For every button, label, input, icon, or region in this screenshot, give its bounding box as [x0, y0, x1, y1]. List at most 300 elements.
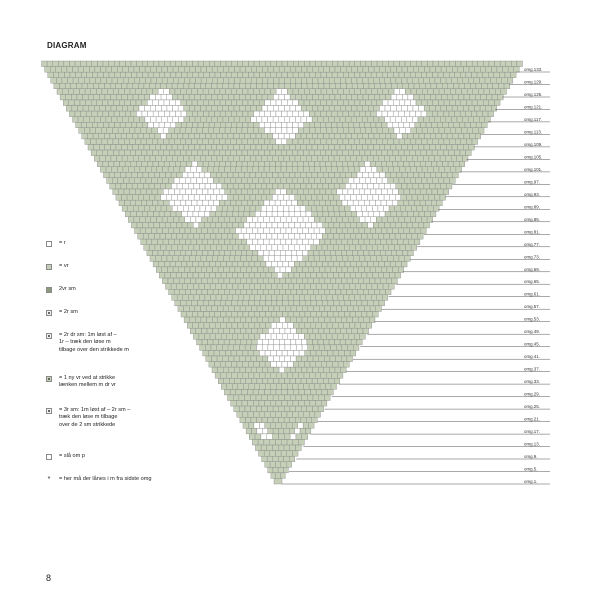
chart-cell [301, 67, 307, 73]
chart-cell [485, 78, 491, 84]
chart-cell [220, 362, 226, 368]
chart-cell [365, 189, 371, 195]
chart-cell [221, 284, 227, 290]
chart-cell [250, 195, 256, 201]
chart-cell [405, 61, 411, 67]
chart-cell [352, 67, 358, 73]
chart-cell [341, 317, 347, 323]
chart-cell [356, 261, 362, 267]
chart-cell [293, 111, 299, 117]
chart-cell [401, 234, 407, 240]
chart-cell [424, 183, 430, 189]
chart-cell [329, 106, 335, 112]
chart-cell [488, 111, 494, 117]
chart-cell [147, 89, 153, 95]
chart-cell [248, 89, 254, 95]
chart-cell [201, 328, 207, 334]
chart-cell [434, 195, 440, 201]
chart-cell [408, 94, 414, 100]
chart-cell [388, 128, 394, 134]
chart-cell [462, 156, 468, 162]
chart-cell [161, 106, 167, 112]
chart-cell [173, 117, 179, 123]
chart-cell [356, 300, 362, 306]
chart-cell [189, 106, 195, 112]
chart-cell [182, 211, 188, 217]
chart-cell [272, 284, 278, 290]
chart-cell [298, 189, 304, 195]
chart-cell [315, 122, 321, 128]
chart-cell [110, 133, 116, 139]
chart-cell [335, 78, 341, 84]
chart-cell [300, 211, 306, 217]
chart-cell [299, 334, 305, 340]
chart-cell [419, 67, 425, 73]
chart-cell [148, 61, 154, 67]
chart-cell [308, 256, 314, 262]
chart-cell [340, 172, 346, 178]
chart-cell [357, 133, 363, 139]
chart-cell [147, 161, 153, 167]
chart-cell [299, 72, 305, 78]
chart-cell [239, 345, 245, 351]
chart-cell [206, 206, 212, 212]
chart-cell [203, 89, 209, 95]
chart-cell [252, 228, 258, 234]
chart-cell [409, 122, 415, 128]
chart-cell [278, 467, 283, 473]
chart-cell [315, 128, 321, 134]
chart-cell [295, 172, 301, 178]
legend-text: = 2r dr sm: 1m løst af – 1r – træk den løse m tilbage over den strikkede m [59, 332, 129, 353]
chart-cell [419, 211, 425, 217]
chart-cell [197, 300, 203, 306]
chart-cell [296, 328, 302, 334]
chart-cell [321, 401, 327, 407]
chart-cell [343, 295, 349, 301]
chart-cell [154, 234, 160, 240]
chart-cell [268, 339, 274, 345]
chart-cell [186, 150, 192, 156]
chart-cell [351, 78, 357, 84]
chart-cell [69, 61, 75, 67]
chart-cell [259, 128, 265, 134]
chart-cell [366, 61, 372, 67]
chart-cell [341, 67, 347, 73]
chart-cell [428, 167, 434, 173]
chart-cell [158, 150, 164, 156]
chart-cell [334, 195, 340, 201]
chart-cell [405, 178, 411, 184]
chart-cell [337, 189, 343, 195]
chart-cell [398, 161, 404, 167]
chart-cell [136, 161, 142, 167]
chart-cell [291, 278, 297, 284]
chart-cell [295, 183, 301, 189]
chart-cell [466, 111, 472, 117]
chart-cell [380, 289, 386, 295]
chart-cell [305, 428, 310, 434]
chart-cell [433, 89, 439, 95]
chart-cell [447, 133, 453, 139]
chart-cell [382, 150, 388, 156]
chart-cell [378, 234, 384, 240]
chart-cell [129, 78, 135, 84]
chart-cell [282, 72, 288, 78]
double-decrease-square-icon [46, 408, 52, 414]
chart-cell [370, 239, 376, 245]
chart-cell [248, 139, 254, 145]
chart-cell [336, 200, 342, 206]
chart-cell [277, 323, 283, 329]
chart-cell [144, 156, 150, 162]
chart-cell [266, 273, 272, 279]
chart-cell [199, 222, 205, 228]
chart-cell [322, 300, 328, 306]
chart-cell [108, 150, 114, 156]
chart-cell [418, 117, 424, 123]
chart-cell [262, 428, 267, 434]
chart-cell [79, 89, 85, 95]
chart-cell [127, 133, 133, 139]
chart-cell [179, 67, 185, 73]
chart-cell [216, 172, 222, 178]
chart-cell [223, 367, 229, 373]
chart-cell [381, 228, 387, 234]
chart-cell [303, 423, 308, 429]
chart-cell [241, 267, 247, 273]
chart-cell [293, 389, 299, 395]
chart-cell [279, 406, 285, 412]
chart-cell [255, 245, 261, 251]
chart-cell [345, 261, 351, 267]
chart-cell [436, 67, 442, 73]
chart-cell [332, 167, 338, 173]
chart-cell [415, 161, 421, 167]
chart-cell [333, 311, 339, 317]
chart-cell [168, 167, 174, 173]
chart-cell [265, 350, 271, 356]
chart-cell [324, 356, 330, 362]
chart-cell [138, 234, 144, 240]
chart-cell [207, 328, 213, 334]
chart-cell [316, 61, 322, 67]
chart-cell [190, 217, 196, 223]
chart-cell [306, 211, 312, 217]
chart-cell [310, 401, 316, 407]
chart-cell [299, 89, 305, 95]
chart-cell [190, 328, 196, 334]
chart-cell [340, 183, 346, 189]
chart-cell [125, 200, 131, 206]
chart-cell [402, 94, 408, 100]
chart-cell [287, 161, 293, 167]
chart-cell [409, 239, 415, 245]
chart-cell [318, 94, 324, 100]
chart-cell [369, 250, 375, 256]
chart-cell [129, 128, 135, 134]
row-label: omg.121. [524, 104, 543, 110]
chart-cell [336, 239, 342, 245]
chart-cell [349, 139, 355, 145]
chart-cell [252, 239, 258, 245]
chart-cell [76, 83, 82, 89]
chart-cell [362, 183, 368, 189]
chart-cell [273, 156, 279, 162]
chart-cell [352, 289, 358, 295]
chart-cell [142, 122, 148, 128]
chart-cell [290, 83, 296, 89]
chart-cell [299, 362, 305, 368]
chart-cell [307, 78, 313, 84]
chart-cell [228, 106, 234, 112]
chart-cell [83, 94, 89, 100]
chart-cell [201, 267, 207, 273]
chart-cell [97, 100, 103, 106]
chart-cell [234, 156, 240, 162]
chart-cell [218, 67, 224, 73]
chart-cell [253, 178, 259, 184]
row-label: omg.113. [524, 129, 542, 135]
chart-cell [287, 401, 293, 407]
chart-cell [365, 111, 371, 117]
chart-cell [272, 245, 278, 251]
chart-cell [216, 334, 222, 340]
chart-cell [268, 78, 274, 84]
chart-cell [205, 345, 211, 351]
chart-cell [374, 211, 380, 217]
chart-cell [157, 167, 163, 173]
chart-cell [60, 94, 66, 100]
chart-cell [347, 239, 353, 245]
chart-cell [307, 133, 313, 139]
chart-cell [283, 211, 289, 217]
chart-cell [378, 273, 384, 279]
chart-cell [168, 217, 174, 223]
chart-cell [303, 189, 309, 195]
chart-cell [362, 144, 368, 150]
chart-cell [209, 61, 215, 67]
chart-cell [363, 250, 369, 256]
chart-cell [352, 94, 358, 100]
chart-cell [421, 189, 427, 195]
chart-cell [271, 373, 277, 379]
chart-cell [391, 250, 397, 256]
chart-cell [351, 300, 357, 306]
chart-cell [492, 94, 498, 100]
chart-cell [118, 178, 124, 184]
chart-cell [416, 178, 422, 184]
legend-text: = her må der lånes i m fra sidste omg [59, 476, 152, 482]
chart-cell [269, 267, 275, 273]
chart-cell [313, 328, 319, 334]
chart-cell [438, 178, 444, 184]
chart-cell [245, 345, 251, 351]
chart-cell [265, 72, 271, 78]
chart-cell [314, 256, 320, 262]
chart-cell [180, 139, 186, 145]
chart-cell [177, 133, 183, 139]
chart-cell [293, 100, 299, 106]
chart-cell [376, 306, 382, 312]
chart-cell [249, 300, 255, 306]
chart-cell [285, 328, 291, 334]
chart-cell [270, 161, 276, 167]
chart-cell [450, 167, 456, 173]
chart-cell [489, 61, 495, 67]
chart-cell [296, 94, 302, 100]
chart-cell [346, 78, 352, 84]
chart-cell [248, 423, 253, 429]
chart-cell [133, 206, 139, 212]
chart-cell [191, 228, 197, 234]
chart-cell [165, 273, 171, 279]
chart-cell [434, 206, 440, 212]
chart-cell [335, 339, 341, 345]
chart-cell [273, 467, 278, 473]
chart-cell [301, 144, 307, 150]
chart-cell [289, 211, 295, 217]
chart-cell [342, 306, 348, 312]
chart-cell [235, 256, 241, 262]
chart-cell [474, 117, 480, 123]
chart-cell [358, 289, 364, 295]
chart-cell [319, 278, 325, 284]
chart-cell [285, 67, 291, 73]
chart-cell [256, 406, 262, 412]
chart-cell [438, 139, 444, 145]
chart-cell [132, 133, 138, 139]
chart-cell [376, 256, 382, 262]
chart-cell [273, 83, 279, 89]
chart-cell [373, 261, 379, 267]
chart-cell [320, 178, 326, 184]
chart-cell [213, 228, 219, 234]
chart-cell [156, 117, 162, 123]
chart-cell [441, 67, 447, 73]
chart-cell [459, 122, 465, 128]
chart-cell [383, 167, 389, 173]
chart-cell [401, 183, 407, 189]
chart-cell [250, 395, 256, 401]
chart-cell [114, 61, 120, 67]
chart-cell [360, 178, 366, 184]
chart-cell [184, 106, 190, 112]
chart-cell [220, 350, 226, 356]
chart-cell [183, 206, 189, 212]
chart-cell [282, 401, 288, 407]
chart-cell [486, 67, 492, 73]
chart-cell [242, 111, 248, 117]
chart-cell [303, 178, 309, 184]
chart-cell [343, 100, 349, 106]
chart-cell [127, 94, 133, 100]
chart-cell [115, 122, 121, 128]
chart-cell [286, 462, 291, 468]
chart-cell [413, 211, 419, 217]
chart-cell [310, 373, 316, 379]
chart-cell [229, 78, 235, 84]
chart-cell [219, 189, 225, 195]
chart-cell [251, 367, 257, 373]
chart-cell [261, 183, 267, 189]
chart-cell [225, 128, 231, 134]
chart-cell [331, 161, 337, 167]
chart-cell [416, 139, 422, 145]
chart-cell [463, 78, 469, 84]
chart-cell [355, 323, 361, 329]
chart-cell [277, 261, 283, 267]
chart-cell [164, 111, 170, 117]
chart-cell [256, 144, 262, 150]
chart-cell [229, 317, 235, 323]
chart-cell [309, 189, 315, 195]
chart-cell [287, 100, 293, 106]
chart-cell [278, 222, 284, 228]
chart-cell [261, 234, 267, 240]
chart-cell [112, 67, 118, 73]
chart-cell [399, 217, 405, 223]
chart-cell [174, 167, 180, 173]
chart-cell [183, 183, 189, 189]
chart-cell [279, 94, 285, 100]
chart-cell [275, 200, 281, 206]
chart-cell [242, 150, 248, 156]
chart-cell [470, 94, 476, 100]
chart-cell [275, 217, 281, 223]
chart-cell [202, 178, 208, 184]
chart-cell [161, 156, 167, 162]
chart-cell [418, 78, 424, 84]
chart-cell [246, 267, 252, 273]
chart-cell [265, 384, 270, 390]
chart-cell [262, 356, 268, 362]
chart-cell [172, 295, 178, 301]
chart-cell [193, 72, 199, 78]
chart-cell [330, 289, 336, 295]
chart-cell [335, 67, 341, 73]
chart-cell [264, 150, 270, 156]
chart-cell [317, 222, 323, 228]
chart-cell [288, 350, 294, 356]
chart-cell [204, 273, 210, 279]
chart-cell [500, 61, 506, 67]
chart-cell [226, 122, 232, 128]
chart-cell [121, 183, 127, 189]
chart-cell [167, 156, 173, 162]
row-label: omg.41. [524, 354, 540, 360]
chart-cell [275, 439, 281, 445]
chart-cell [195, 117, 201, 123]
chart-cell [328, 195, 334, 201]
chart-cell [186, 139, 192, 145]
chart-cell [245, 156, 251, 162]
chart-cell [393, 228, 399, 234]
chart-cell [323, 133, 329, 139]
chart-cell [267, 406, 273, 412]
chart-cell [470, 83, 476, 89]
chart-cell [388, 217, 394, 223]
chart-cell [287, 122, 293, 128]
chart-cell [320, 217, 326, 223]
chart-cell [151, 228, 157, 234]
chart-cell [424, 117, 430, 123]
chart-cell [147, 250, 153, 256]
chart-cell [422, 61, 428, 67]
chart-cell [130, 189, 136, 195]
chart-cell [254, 300, 260, 306]
chart-cell [94, 144, 100, 150]
